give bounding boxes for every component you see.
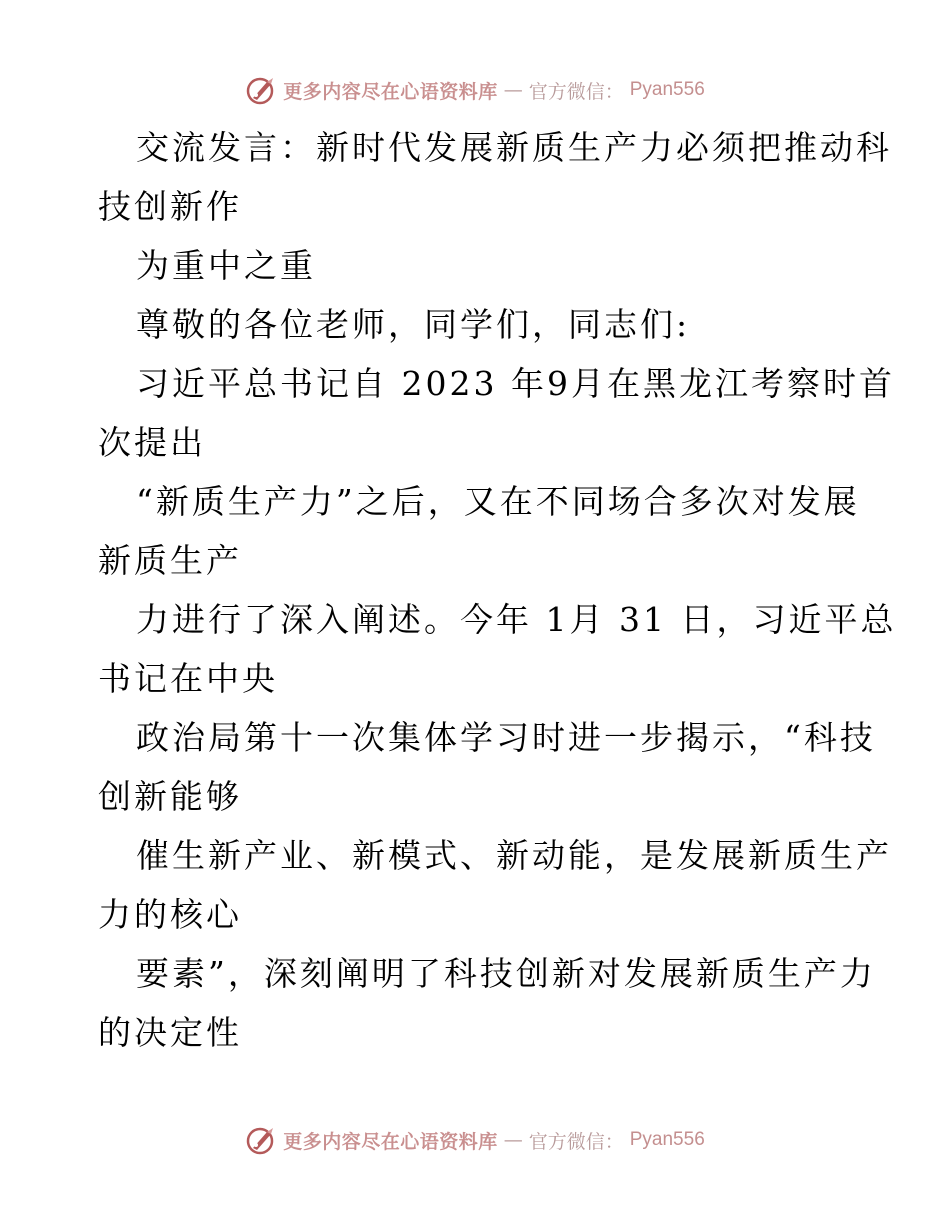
text-line: 尊敬的各位老师，同学们，同志们: (136, 305, 691, 344)
text-line: 力的核心 (98, 895, 242, 934)
watermark-wechat-label: 官方微信： (528, 1130, 624, 1153)
text-line: 为重中之重 (136, 246, 316, 285)
text-line: 次提出 (98, 423, 206, 462)
text-line: 要素”，深刻阐明了科技创新对发展新质生产力 (136, 954, 876, 993)
text-line: 习近平总书记自 2023 年9月在黑龙江考察时首 (136, 364, 895, 403)
text-line: 力进行了深入阐述。今年 1月 31 日，习近平总 (136, 600, 897, 639)
document-body (98, 118, 897, 1062)
watermark-wechat-label: 官方微信： (528, 80, 624, 103)
text-line: 创新能够 (98, 777, 242, 816)
watermark-dash: — (503, 79, 523, 101)
watermark-wechat-id: Pyan556 (629, 79, 705, 100)
text-line: 书记在中央 (98, 659, 278, 698)
text-line: 催生新产业、新模式、新动能，是发展新质生产 (136, 836, 892, 875)
pen-seal-icon (245, 74, 277, 106)
text-line: 交流发言：新时代发展新质生产力必须把推动科 (136, 128, 892, 167)
text-line: 技创新作 (98, 187, 242, 226)
watermark-wechat-id: Pyan556 (629, 1129, 705, 1150)
header-watermark (0, 72, 950, 108)
watermark-brand: 更多内容尽在心语资料库 (283, 1130, 498, 1153)
footer-watermark (0, 1122, 950, 1158)
text-line: 新质生产 (98, 541, 242, 580)
watermark-brand: 更多内容尽在心语资料库 (283, 80, 498, 103)
watermark-dash: — (503, 1129, 523, 1151)
text-line: 的决定性 (98, 1013, 242, 1052)
pen-seal-icon (245, 1124, 277, 1156)
text-line: “新质生产力”之后，又在不同场合多次对发展 (136, 482, 860, 521)
text-line: 政治局第十一次集体学习时进一步揭示，“科技 (136, 718, 876, 757)
